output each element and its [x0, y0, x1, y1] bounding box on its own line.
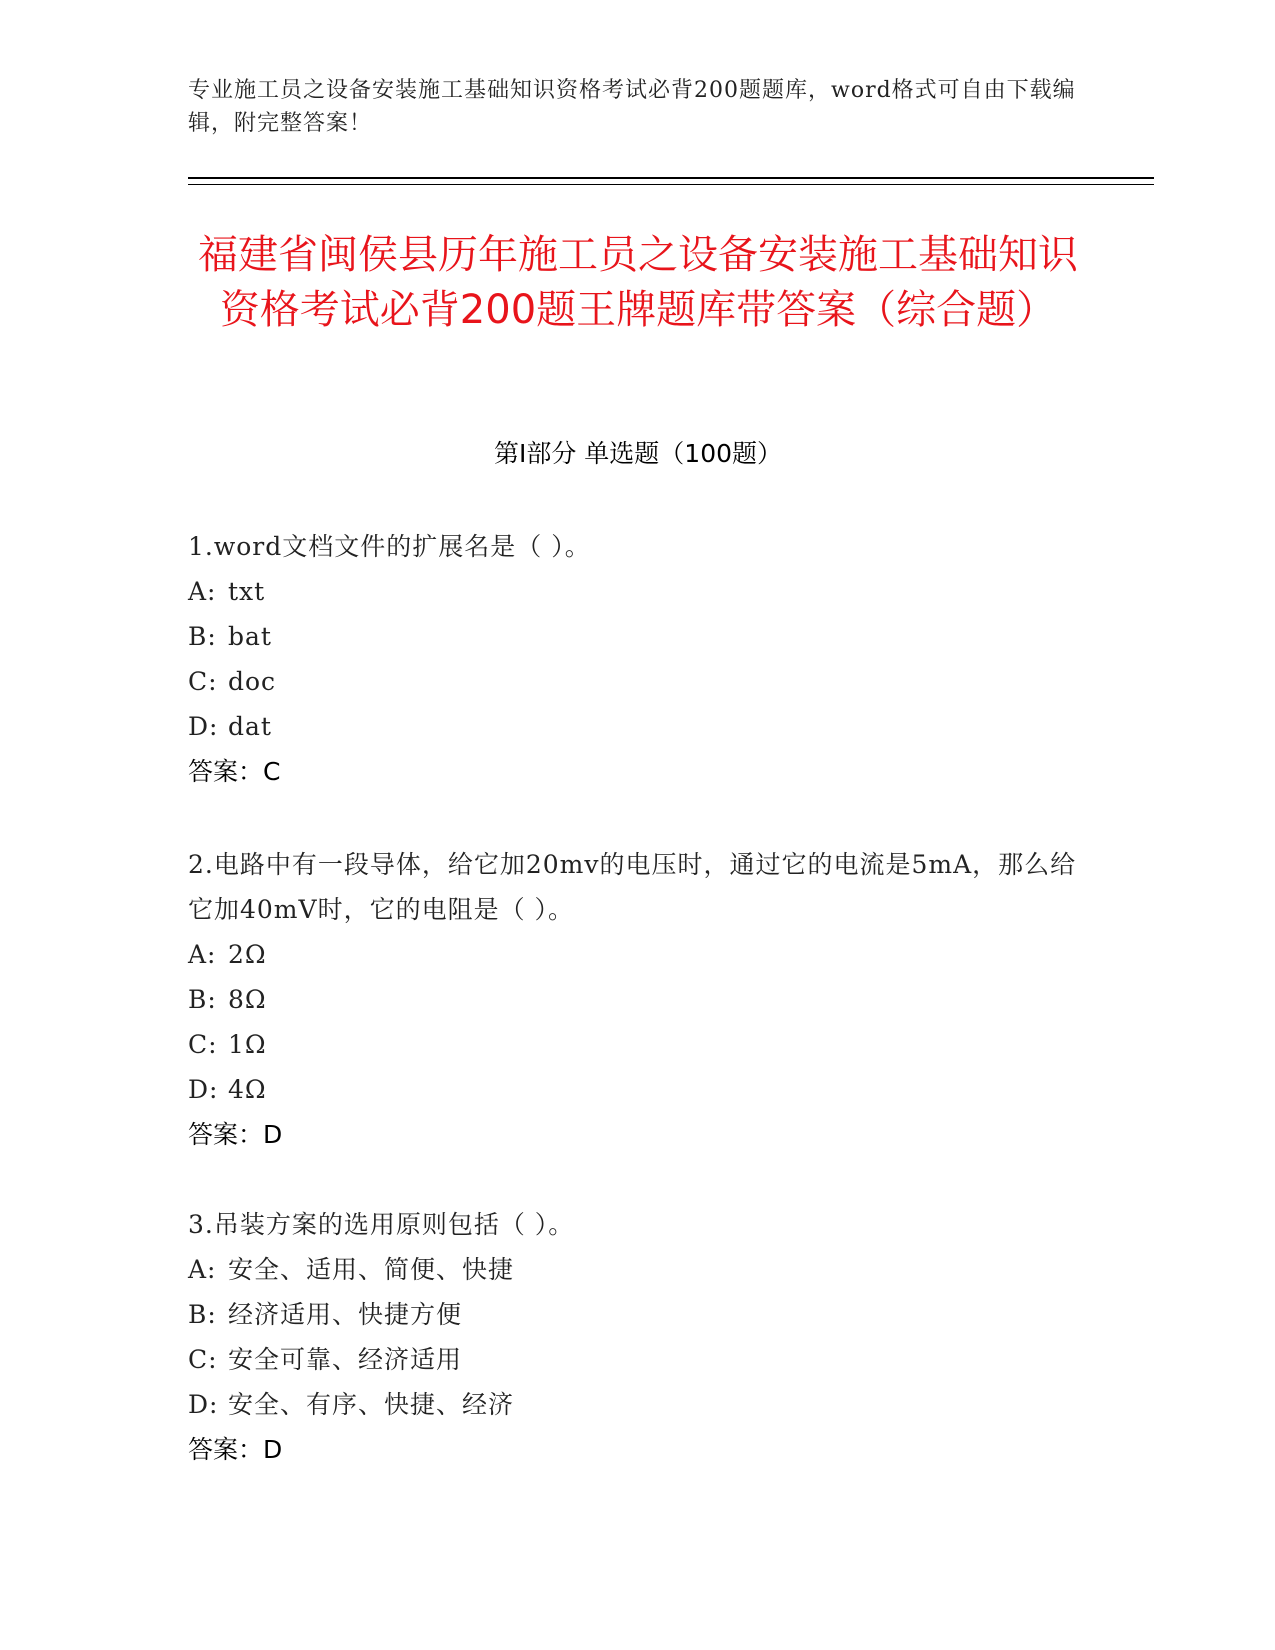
option-c	[188, 659, 1088, 704]
option-text: 安全、有序、快捷、经济	[228, 1390, 515, 1419]
question-stem: 1.word文档文件的扩展名是（ ）。	[188, 532, 591, 561]
option-text: bat	[228, 622, 272, 651]
option-b	[188, 614, 1088, 659]
option-b	[188, 977, 1088, 1022]
option-a	[188, 1247, 1088, 1292]
answer-line: 答案：C	[188, 757, 281, 786]
section-title: 第Ⅰ部分 单选题（100题）	[493, 439, 783, 468]
option-key: A:	[188, 940, 217, 969]
option-a	[188, 569, 1088, 614]
option-key: B:	[188, 1300, 217, 1329]
option-a	[188, 932, 1088, 977]
answer-line: 答案：D	[188, 1120, 283, 1149]
option-c	[188, 1022, 1088, 1067]
option-key: D:	[188, 1075, 219, 1104]
option-key: B:	[188, 622, 217, 651]
question-item	[188, 524, 1088, 794]
option-text: 8Ω	[228, 985, 267, 1014]
question-stem: 2.电路中有一段导体，给它加20mv的电压时，通过它的电流是5mA，那么给它加40mV时，它的电阻是（ ）。	[188, 850, 1077, 924]
option-key: A:	[188, 1255, 217, 1284]
document-title: 福建省闽侯县历年施工员之设备安装施工基础知识资格考试必背200题王牌题库带答案（综合题）	[198, 232, 1078, 333]
answer-line: 答案：D	[188, 1435, 283, 1464]
option-text: dat	[228, 712, 272, 741]
option-text: 安全、适用、简便、快捷	[228, 1255, 515, 1284]
option-key: D:	[188, 712, 219, 741]
option-b	[188, 1292, 1088, 1337]
option-text: 4Ω	[228, 1075, 267, 1104]
option-key: B:	[188, 985, 217, 1014]
question-stem: 3.吊装方案的选用原则包括（ ）。	[188, 1210, 575, 1239]
option-d	[188, 1067, 1088, 1112]
option-key: A:	[188, 577, 217, 606]
question-item	[188, 1202, 1088, 1472]
header-note: 专业施工员之设备安装施工基础知识资格考试必背200题题库，word格式可自由下载编辑，附完整答案！	[188, 78, 1076, 136]
option-text: 1Ω	[228, 1030, 267, 1059]
option-key: C:	[188, 1345, 218, 1374]
option-text: doc	[228, 667, 277, 696]
header-divider-thin	[188, 184, 1154, 185]
option-d	[188, 1382, 1088, 1427]
option-text: 经济适用、快捷方便	[228, 1300, 463, 1329]
option-text: 2Ω	[228, 940, 267, 969]
option-key: D:	[188, 1390, 219, 1419]
option-text: txt	[228, 577, 266, 606]
option-c	[188, 1337, 1088, 1382]
header-divider-thick	[188, 177, 1154, 179]
option-d	[188, 704, 1088, 749]
option-key: C:	[188, 667, 218, 696]
question-item	[188, 842, 1088, 1157]
option-text: 安全可靠、经济适用	[228, 1345, 463, 1374]
option-key: C:	[188, 1030, 218, 1059]
